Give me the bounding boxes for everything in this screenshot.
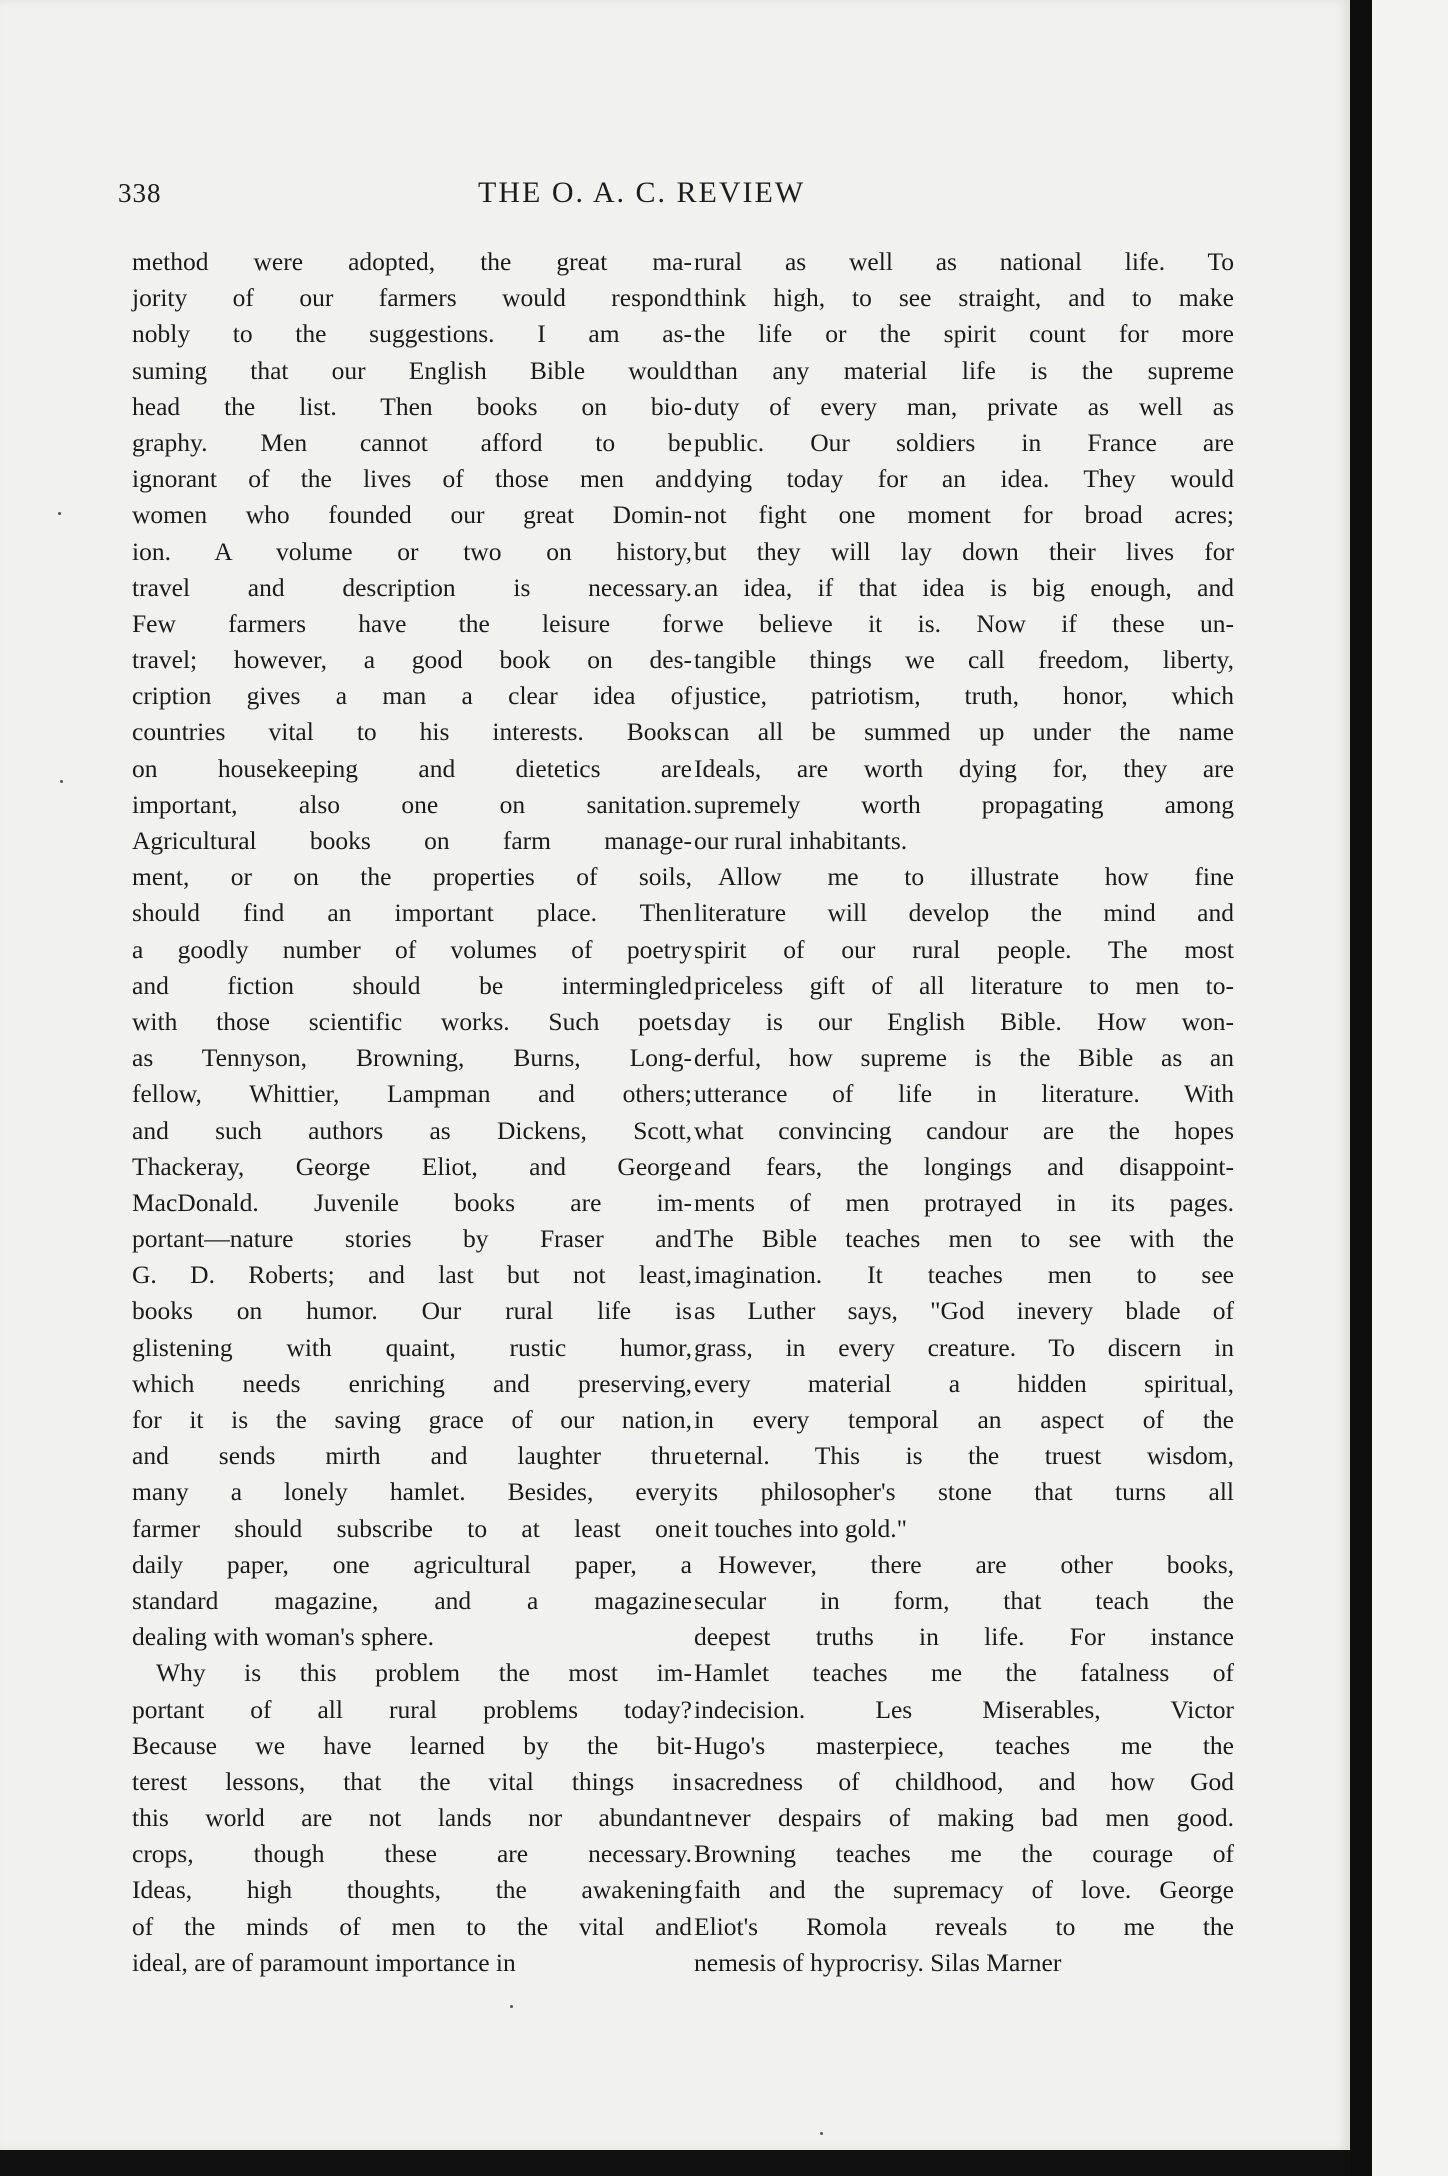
text-line: Hugo's masterpiece, teaches me the (694, 1730, 1234, 1760)
text-line: should find an important place. Then (132, 898, 692, 928)
scan-speck (510, 2005, 513, 2008)
text-line: a goodly number of volumes of poetry (132, 934, 692, 964)
text-line: derful, how supreme is the Bible as an (694, 1043, 1234, 1073)
text-line: and fears, the longings and disappoint- (694, 1151, 1234, 1181)
text-line: countries vital to his interests. Books (132, 717, 692, 747)
running-head (118, 178, 1248, 218)
left-column (132, 244, 692, 1981)
text-line: and such authors as Dickens, Scott, (132, 1115, 692, 1145)
text-line: tangible things we call freedom, liberty, (694, 645, 1234, 675)
text-line: graphy. Men cannot afford to be (132, 427, 692, 457)
text-line: supremely worth propagating among (694, 789, 1234, 819)
scan-speck (820, 2132, 823, 2135)
text-line: on housekeeping and dietetics are (132, 753, 692, 783)
text-line: for it is the saving grace of our nation, (132, 1405, 692, 1434)
text-line: the life or the spirit count for more (694, 319, 1234, 349)
text-line: Thackeray, George Eliot, and George (132, 1151, 692, 1181)
text-line: utterance of life in literature. With (694, 1079, 1234, 1109)
text-line: faith and the supremacy of love. George (694, 1875, 1234, 1905)
text-line: its philosopher's stone that turns all (694, 1477, 1234, 1507)
facing-page-edge (1372, 0, 1448, 2176)
text-line: eternal. This is the truest wisdom, (694, 1441, 1234, 1471)
text-line: it touches into gold." (694, 1513, 907, 1543)
text-line: Browning teaches me the courage of (694, 1839, 1234, 1869)
right-column (694, 244, 1234, 1981)
text-line: deepest truths in life. For instance (694, 1622, 1234, 1652)
text-line: portant—nature stories by Fraser and (132, 1224, 692, 1254)
text-line: Hamlet teaches me the fatalness of (694, 1658, 1234, 1688)
text-line: Eliot's Romola reveals to me the (694, 1911, 1234, 1941)
text-line: secular in form, that teach the (694, 1585, 1234, 1615)
text-line: not fight one moment for broad acres; (694, 500, 1234, 530)
text-line: imagination. It teaches men to see (694, 1260, 1234, 1290)
text-line: this world are not lands nor abundant (132, 1803, 692, 1833)
scan-speck (60, 780, 63, 783)
text-line: glistening with quaint, rustic humor, (132, 1332, 692, 1362)
text-line: ment, or on the properties of soils, (132, 862, 692, 892)
text-line: ideal, are of paramount importance in (132, 1947, 516, 1977)
text-line: dealing with woman's sphere. (132, 1622, 435, 1652)
text-line: ion. A volume or two on history, (132, 536, 692, 566)
binding-gutter (1350, 0, 1372, 2176)
text-line: suming that our English Bible would (132, 355, 692, 385)
text-line: travel and description is necessary. (132, 572, 692, 602)
text-line: jority of our farmers would respond (132, 283, 692, 313)
text-line: fellow, Whittier, Lampman and others; (132, 1079, 692, 1109)
text-line: we believe it is. Now if these un- (694, 608, 1234, 638)
text-line: grass, in every creature. To discern in (694, 1332, 1234, 1362)
text-line: terest lessons, that the vital things in (132, 1766, 692, 1796)
text-line: priceless gift of all literature to men to- (694, 970, 1234, 1000)
scan-speck (58, 512, 61, 515)
text-line: Few farmers have the leisure for (132, 608, 692, 638)
text-line: of the minds of men to the vital and (132, 1911, 692, 1941)
page-number: 338 (118, 178, 162, 208)
text-line: which needs enriching and preserving, (132, 1368, 692, 1398)
text-line: rural as well as national life. To (694, 247, 1234, 276)
text-line: literature will develop the mind and (694, 898, 1234, 928)
text-line: with those scientific works. Such poets (132, 1006, 692, 1036)
text-line: every material a hidden spiritual, (694, 1368, 1234, 1398)
text-line: G. D. Roberts; and last but not least, (132, 1260, 692, 1290)
text-line: dying today for an idea. They would (694, 464, 1234, 494)
text-line: our rural inhabitants. (694, 826, 908, 855)
text-line: However, there are other books, (718, 1549, 1234, 1579)
text-line: The Bible teaches men to see with the (694, 1224, 1234, 1254)
text-line: but they will lay down their lives for (694, 536, 1234, 566)
text-line: an idea, if that idea is big enough, and (694, 572, 1234, 602)
text-line: ments of men protrayed in its pages. (694, 1187, 1234, 1217)
text-line: Why is this problem the most im- (156, 1658, 692, 1688)
scan-bottom-edge (0, 2150, 1372, 2176)
text-line: in every temporal an aspect of the (694, 1405, 1234, 1434)
text-line: justice, patriotism, truth, honor, which (694, 681, 1234, 711)
text-line: women who founded our great Domin- (132, 500, 692, 530)
text-line: books on humor. Our rural life is (132, 1296, 692, 1326)
text-line: day is our English Bible. How won- (694, 1006, 1234, 1036)
text-line: Because we have learned by the bit- (132, 1730, 692, 1760)
text-line: farmer should subscribe to at least one (132, 1513, 692, 1543)
text-line: duty of every man, private as well as (694, 391, 1234, 421)
journal-title: THE O. A. C. REVIEW (478, 176, 806, 209)
text-line: important, also one on sanitation. (132, 789, 692, 819)
text-line: sacredness of childhood, and how God (694, 1766, 1234, 1796)
text-line: indecision. Les Miserables, Victor (694, 1694, 1234, 1724)
text-line: nemesis of hyprocrisy. Silas Marner (694, 1947, 1062, 1977)
text-line: Ideals, are worth dying for, they are (694, 753, 1234, 783)
text-line: travel; however, a good book on des- (132, 645, 692, 675)
text-line: spirit of our rural people. The most (694, 934, 1234, 964)
text-line: can all be summed up under the name (694, 717, 1234, 747)
text-line: ignorant of the lives of those men and (132, 464, 692, 494)
text-line: portant of all rural problems today? (132, 1694, 692, 1724)
text-line: never despairs of making bad men good. (694, 1803, 1234, 1833)
text-line: as Luther says, "God inevery blade of (694, 1296, 1234, 1326)
text-line: and sends mirth and laughter thru (132, 1441, 692, 1471)
text-line: than any material life is the supreme (694, 355, 1234, 385)
text-line: many a lonely hamlet. Besides, every (132, 1477, 692, 1507)
text-line: public. Our soldiers in France are (694, 427, 1234, 457)
text-line: Ideas, high thoughts, the awakening (132, 1875, 692, 1905)
text-line: think high, to see straight, and to make (694, 283, 1234, 313)
text-line: nobly to the suggestions. I am as- (132, 319, 692, 349)
text-line: method were adopted, the great ma- (132, 247, 692, 276)
text-line: Agricultural books on farm manage- (132, 826, 692, 855)
text-line: Allow me to illustrate how fine (718, 862, 1234, 892)
text-line: and fiction should be intermingled (132, 970, 692, 1000)
text-line: as Tennyson, Browning, Burns, Long- (132, 1043, 692, 1073)
text-line: standard magazine, and a magazine (132, 1585, 692, 1615)
text-line: head the list. Then books on bio- (132, 391, 692, 421)
text-line: what convincing candour are the hopes (694, 1115, 1234, 1145)
text-line: cription gives a man a clear idea of (132, 681, 692, 711)
text-line: crops, though these are necessary. (132, 1839, 692, 1869)
text-line: MacDonald. Juvenile books are im- (132, 1187, 692, 1217)
text-line: daily paper, one agricultural paper, a (132, 1549, 692, 1579)
